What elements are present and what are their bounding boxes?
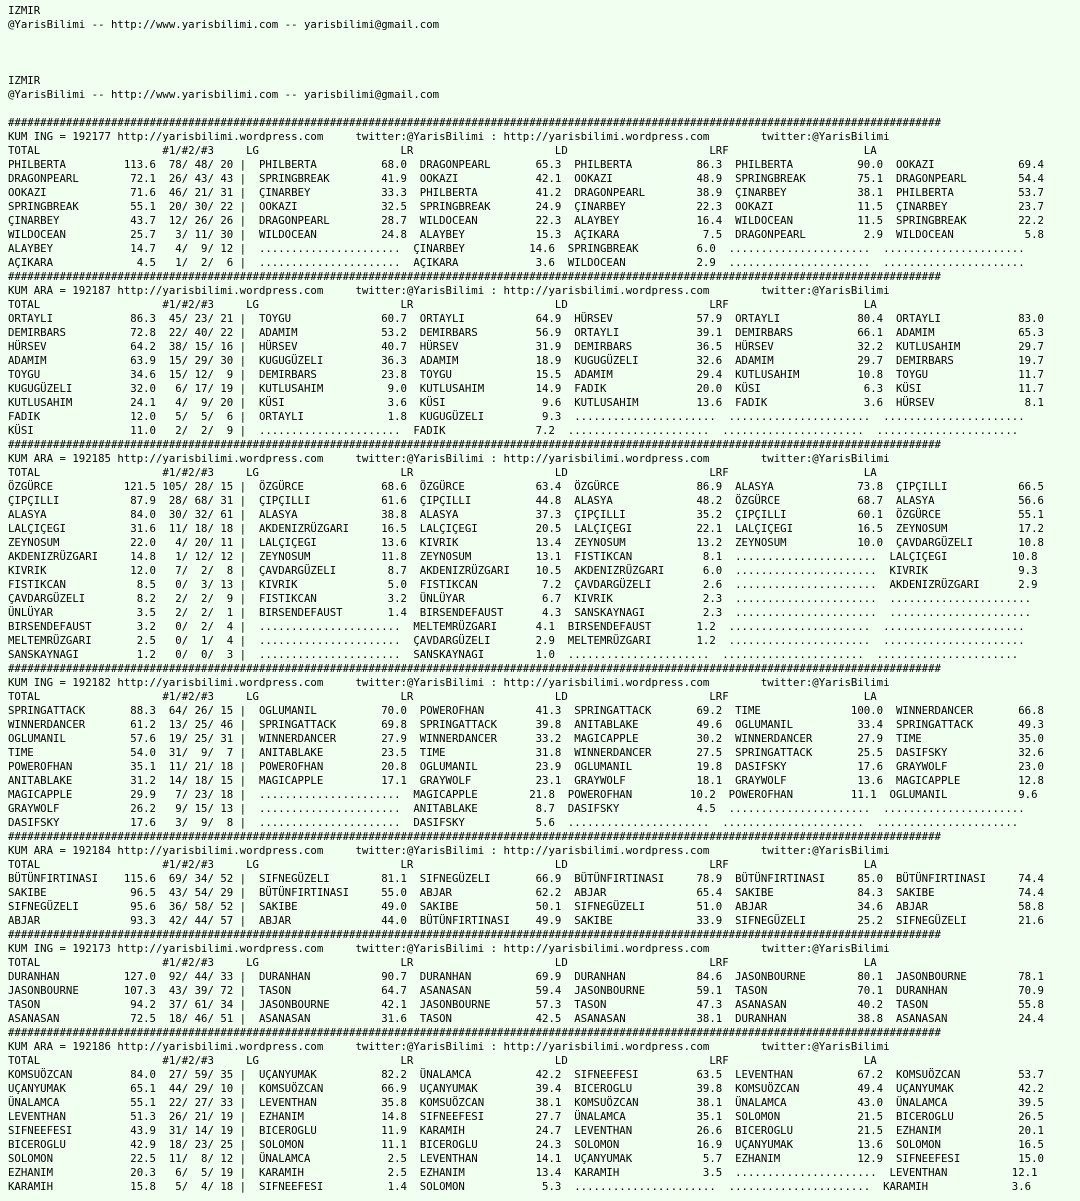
race-header: KUM ING = 192173 http://yarisbilimi.wordpress.com twitter:@YarisBilimi : http://yarisbilimi.wordpress.com twitter:@YarisBilimi (8, 942, 890, 955)
page-title: IZMIR (8, 4, 41, 17)
table-row: SOLOMON 22.5 11/ 8/ 12 | ÜNALAMCA 2.5 LEVENTHAN 14.1 UÇANYUMAK 5.7 EZHANIM 12.9 SIFNEEFESI 15.0 (8, 1152, 1044, 1165)
blank-line (8, 102, 1080, 116)
blank-line (8, 60, 1080, 74)
table-row: BÜTÜNFIRTINASI 115.6 69/ 34/ 52 | SIFNEGÜZELI 81.1 SIFNEGÜZELI 66.9 BÜTÜNFIRTINASI 78.9 BÜTÜNFIRTINASI 85.0 BÜTÜNFIRTINASI 74.4 (8, 872, 1044, 885)
section-separator: ################################################################################################################################################# (8, 116, 941, 129)
column-header: TOTAL #1/#2/#3 LG LR LD LRF LA (8, 144, 877, 157)
race-header: KUM ARA = 192185 http://yarisbilimi.wordpress.com twitter:@YarisBilimi : http://yarisbilimi.wordpress.com twitter:@YarisBilimi (8, 452, 890, 465)
table-row: ÇAVDARGÜZELI 8.2 2/ 2/ 9 | FISTIKCAN 3.2 ÜNLÜYAR 6.7 KIVRIK 2.3 ...................... ...................... (8, 592, 1032, 605)
table-row: EZHANIM 20.3 6/ 5/ 19 | KARAMIH 2.5 EZHANIM 13.4 KARAMIH 3.5 ...................... LEVENTHAN 12.1 (8, 1166, 1038, 1179)
table-row: SIFNEGÜZELI 95.6 36/ 58/ 52 | SAKIBE 49.0 SAKIBE 50.1 SIFNEGÜZELI 51.0 ABJAR 34.6 ABJAR 58.8 (8, 900, 1044, 913)
table-row: ADAMIM 63.9 15/ 29/ 30 | KUGUGÜZELI 36.3 ADAMIM 18.9 KUGUGÜZELI 32.6 ADAMIM 29.7 DEMIRBARS 19.7 (8, 354, 1044, 367)
table-row: LALÇIÇEGI 31.6 11/ 18/ 18 | AKDENIZRÜZGARI 16.5 LALÇIÇEGI 20.5 LALÇIÇEGI 22.1 LALÇIÇEGI 16.5 ZEYNOSUM 17.2 (8, 522, 1044, 535)
table-row: TIME 54.0 31/ 9/ 7 | ANITABLAKE 23.5 TIME 31.8 WINNERDANCER 27.5 SPRINGATTACK 25.5 DASIFSKY 32.6 (8, 746, 1044, 759)
table-row: PHILBERTA 113.6 78/ 48/ 20 | PHILBERTA 68.0 DRAGONPEARL 65.3 PHILBERTA 86.3 PHILBERTA 90.0 OOKAZI 69.4 (8, 158, 1044, 171)
section-separator: ################################################################################################################################################# (8, 1026, 941, 1039)
section-separator: ################################################################################################################################################# (8, 438, 941, 451)
table-row: KARAMIH 15.8 5/ 4/ 18 | SIFNEEFESI 1.4 SOLOMON 5.3 ...................... ...................... KARAMIH 3.6 (8, 1180, 1032, 1193)
blank-line (8, 32, 1080, 46)
table-row: ZEYNOSUM 22.0 4/ 20/ 11 | LALÇIÇEGI 13.6 KIVRIK 13.4 ZEYNOSUM 13.2 ZEYNOSUM 10.0 ÇAVDARGÜZELI 10.8 (8, 536, 1044, 549)
column-header: TOTAL #1/#2/#3 LG LR LD LRF LA (8, 1054, 877, 1067)
table-row: BICEROGLU 42.9 18/ 23/ 25 | SOLOMON 11.1 BICEROGLU 24.3 SOLOMON 16.9 UÇANYUMAK 13.6 SOLOMON 16.5 (8, 1138, 1044, 1151)
table-row: SPRINGBREAK 55.1 20/ 30/ 22 | OOKAZI 32.5 SPRINGBREAK 24.9 ÇINARBEY 22.3 OOKAZI 11.5 ÇINARBEY 23.7 (8, 200, 1044, 213)
race-header: KUM ING = 192177 http://yarisbilimi.wordpress.com twitter:@YarisBilimi : http://yarisbilimi.wordpress.com twitter:@YarisBilimi (8, 130, 890, 143)
table-row: AÇIKARA 4.5 1/ 2/ 6 | ...................... AÇIKARA 3.6 WILDOCEAN 2.9 ...................... ...................... (8, 256, 1025, 269)
section-separator: ################################################################################################################################################# (8, 662, 941, 675)
column-header: TOTAL #1/#2/#3 LG LR LD LRF LA (8, 466, 877, 479)
table-row: FADIK 12.0 5/ 5/ 6 | ORTAYLI 1.8 KUGUGÜZELI 9.3 ...................... ...................... ...................... (8, 410, 1025, 423)
table-row: KUTLUSAHIM 24.1 4/ 9/ 20 | KÜSI 3.6 KÜSI 9.6 KUTLUSAHIM 13.6 FADIK 3.6 HÜRSEV 8.1 (8, 396, 1044, 409)
table-row: SAKIBE 96.5 43/ 54/ 29 | BÜTÜNFIRTINASI 55.0 ABJAR 62.2 ABJAR 65.4 SAKIBE 84.3 SAKIBE 74.4 (8, 886, 1044, 899)
table-row: ALASYA 84.0 30/ 32/ 61 | ALASYA 38.8 ALASYA 37.3 ÇIPÇILLI 35.2 ÇIPÇILLI 60.1 ÖZGÜRCE 55.1 (8, 508, 1044, 521)
table-row: OGLUMANIL 57.6 19/ 25/ 31 | WINNERDANCER 27.9 WINNERDANCER 33.2 MAGICAPPLE 30.2 WINNERDANCER 27.9 TIME 35.0 (8, 732, 1044, 745)
table-row: LEVENTHAN 51.3 26/ 21/ 19 | EZHANIM 14.8 SIFNEEFESI 27.7 ÜNALAMCA 35.1 SOLOMON 21.5 BICEROGLU 26.5 (8, 1110, 1044, 1123)
table-row: KOMSUÖZCAN 84.0 27/ 59/ 35 | UÇANYUMAK 82.2 ÜNALAMCA 42.2 SIFNEEFESI 63.5 LEVENTHAN 67.2 KOMSUÖZCAN 53.7 (8, 1068, 1044, 1081)
table-row: POWEROFHAN 35.1 11/ 21/ 18 | POWEROFHAN 20.8 OGLUMANIL 23.9 OGLUMANIL 19.8 DASIFSKY 17.6 GRAYWOLF 23.0 (8, 760, 1044, 773)
table-row: SANSKAYNAGI 1.2 0/ 0/ 3 | ...................... SANSKAYNAGI 1.0 ...................... ...................... ...................... (8, 648, 1019, 661)
section-separator: ################################################################################################################################################# (8, 830, 941, 843)
race-header: KUM ARA = 192186 http://yarisbilimi.wordpress.com twitter:@YarisBilimi : http://yarisbilimi.wordpress.com twitter:@YarisBilimi (8, 1040, 890, 1053)
table-row: WINNERDANCER 61.2 13/ 25/ 46 | SPRINGATTACK 69.8 SPRINGATTACK 39.8 ANITABLAKE 49.6 OGLUMANIL 33.4 SPRINGATTACK 49.3 (8, 718, 1044, 731)
page-title: IZMIR (8, 74, 41, 87)
table-row: SPRINGATTACK 88.3 64/ 26/ 15 | OGLUMANIL 70.0 POWEROFHAN 41.3 SPRINGATTACK 69.2 TIME 100.0 WINNERDANCER 66.8 (8, 704, 1044, 717)
table-row: ALAYBEY 14.7 4/ 9/ 12 | ...................... ÇINARBEY 14.6 SPRINGBREAK 6.0 ...................... ...................... (8, 242, 1025, 255)
table-row: BIRSENDEFAUST 3.2 0/ 2/ 4 | ...................... MELTEMRÜZGARI 4.1 BIRSENDEFAUST 1.2 ...................... ...................... (8, 620, 1025, 633)
table-row: KIVRIK 12.0 7/ 2/ 8 | ÇAVDARGÜZELI 8.7 AKDENIZRÜZGARI 10.5 AKDENIZRÜZGARI 6.0 ...................... KIVRIK 9.3 (8, 564, 1038, 577)
table-row: ÇINARBEY 43.7 12/ 26/ 26 | DRAGONPEARL 28.7 WILDOCEAN 22.3 ALAYBEY 16.4 WILDOCEAN 11.5 SPRINGBREAK 22.2 (8, 214, 1044, 227)
table-row: OOKAZI 71.6 46/ 21/ 31 | ÇINARBEY 33.3 PHILBERTA 41.2 DRAGONPEARL 38.9 ÇINARBEY 38.1 PHILBERTA 53.7 (8, 186, 1044, 199)
table-row: AKDENIZRÜZGARI 14.8 1/ 12/ 12 | ZEYNOSUM 11.8 ZEYNOSUM 13.1 FISTIKCAN 8.1 ...................... LALÇIÇEGI 10.8 (8, 550, 1038, 563)
table-row: FISTIKCAN 8.5 0/ 3/ 13 | KIVRIK 5.0 FISTIKCAN 7.2 ÇAVDARGÜZELI 2.6 ...................... AKDENIZRÜZGARI 2.9 (8, 578, 1038, 591)
contact-line: @YarisBilimi -- http://www.yarisbilimi.com -- yarisbilimi@gmail.com (8, 18, 440, 31)
table-row: UÇANYUMAK 65.1 44/ 29/ 10 | KOMSUÖZCAN 66.9 UÇANYUMAK 39.4 BICEROGLU 39.8 KOMSUÖZCAN 49.4 UÇANYUMAK 42.2 (8, 1082, 1044, 1095)
section-separator: ################################################################################################################################################# (8, 928, 941, 941)
column-header: TOTAL #1/#2/#3 LG LR LD LRF LA (8, 956, 877, 969)
race-header: KUM ING = 192182 http://yarisbilimi.wordpress.com twitter:@YarisBilimi : http://yarisbilimi.wordpress.com twitter:@YarisBilimi (8, 676, 890, 689)
table-row: DEMIRBARS 72.8 22/ 40/ 22 | ADAMIM 53.2 DEMIRBARS 56.9 ORTAYLI 39.1 DEMIRBARS 66.1 ADAMIM 65.3 (8, 326, 1044, 339)
table-row: JASONBOURNE 107.3 43/ 39/ 72 | TASON 64.7 ASANASAN 59.4 JASONBOURNE 59.1 TASON 70.1 DURANHAN 70.9 (8, 984, 1044, 997)
table-row: GRAYWOLF 26.2 9/ 15/ 13 | ...................... ANITABLAKE 8.7 DASIFSKY 4.5 ...................... ...................... (8, 802, 1025, 815)
table-row: ANITABLAKE 31.2 14/ 18/ 15 | MAGICAPPLE 17.1 GRAYWOLF 23.1 GRAYWOLF 18.1 GRAYWOLF 13.6 MAGICAPPLE 12.8 (8, 774, 1044, 787)
section-separator: ################################################################################################################################################# (8, 270, 941, 283)
table-row: ÜNLÜYAR 3.5 2/ 2/ 1 | BIRSENDEFAUST 1.4 BIRSENDEFAUST 4.3 SANSKAYNAGI 2.3 ...................... ...................... (8, 606, 1032, 619)
race-header: KUM ARA = 192184 http://yarisbilimi.wordpress.com twitter:@YarisBilimi : http://yarisbilimi.wordpress.com twitter:@YarisBilimi (8, 844, 890, 857)
column-header: TOTAL #1/#2/#3 LG LR LD LRF LA (8, 690, 877, 703)
column-header: TOTAL #1/#2/#3 LG LR LD LRF LA (8, 298, 877, 311)
table-row: ÖZGÜRCE 121.5 105/ 28/ 15 | ÖZGÜRCE 68.6 ÖZGÜRCE 63.4 ÖZGÜRCE 86.9 ALASYA 73.8 ÇIPÇILLI 66.5 (8, 480, 1044, 493)
table-row: ASANASAN 72.5 18/ 46/ 51 | ASANASAN 31.6 TASON 42.5 ASANASAN 38.1 DURANHAN 38.8 ASANASAN 24.4 (8, 1012, 1044, 1025)
table-row: DURANHAN 127.0 92/ 44/ 33 | DURANHAN 90.7 DURANHAN 69.9 DURANHAN 84.6 JASONBOURNE 80.1 JASONBOURNE 78.1 (8, 970, 1044, 983)
contact-line: @YarisBilimi -- http://www.yarisbilimi.com -- yarisbilimi@gmail.com (8, 88, 440, 101)
table-row: TOYGU 34.6 15/ 12/ 9 | DEMIRBARS 23.8 TOYGU 15.5 ADAMIM 29.4 KUTLUSAHIM 10.8 TOYGU 11.7 (8, 368, 1044, 381)
column-header: TOTAL #1/#2/#3 LG LR LD LRF LA (8, 858, 877, 871)
table-row: TASON 94.2 37/ 61/ 34 | JASONBOURNE 42.1 JASONBOURNE 57.3 TASON 47.3 ASANASAN 40.2 TASON 55.8 (8, 998, 1044, 1011)
table-row: DASIFSKY 17.6 3/ 9/ 8 | ...................... DASIFSKY 5.6 ...................... ...................... ...................... (8, 816, 1019, 829)
table-row: WILDOCEAN 25.7 3/ 11/ 30 | WILDOCEAN 24.8 ALAYBEY 15.3 AÇIKARA 7.5 DRAGONPEARL 2.9 WILDOCEAN 5.8 (8, 228, 1044, 241)
table-row: HÜRSEV 64.2 38/ 15/ 16 | HÜRSEV 40.7 HÜRSEV 31.9 DEMIRBARS 36.5 HÜRSEV 32.2 KUTLUSAHIM 29.7 (8, 340, 1044, 353)
blank-line (8, 46, 1080, 60)
table-row: ABJAR 93.3 42/ 44/ 57 | ABJAR 44.0 BÜTÜNFIRTINASI 49.9 SAKIBE 33.9 SIFNEGÜZELI 25.2 SIFNEGÜZELI 21.6 (8, 914, 1044, 927)
table-row: SIFNEEFESI 43.9 31/ 14/ 19 | BICEROGLU 11.9 KARAMIH 24.7 LEVENTHAN 26.6 BICEROGLU 21.5 EZHANIM 20.1 (8, 1124, 1044, 1137)
table-row: MELTEMRÜZGARI 2.5 0/ 1/ 4 | ...................... ÇAVDARGÜZELI 2.9 MELTEMRÜZGARI 1.2 ...................... ...................... (8, 634, 1025, 647)
table-row: ORTAYLI 86.3 45/ 23/ 21 | TOYGU 60.7 ORTAYLI 64.9 HÜRSEV 57.9 ORTAYLI 80.4 ORTAYLI 83.0 (8, 312, 1044, 325)
table-row: DRAGONPEARL 72.1 26/ 43/ 43 | SPRINGBREAK 41.9 OOKAZI 42.1 OOKAZI 48.9 SPRINGBREAK 75.1 DRAGONPEARL 54.4 (8, 172, 1044, 185)
table-row: MAGICAPPLE 29.9 7/ 23/ 18 | ...................... MAGICAPPLE 21.8 POWEROFHAN 10.2 POWEROFHAN 11.1 OGLUMANIL 9.6 (8, 788, 1038, 801)
table-row: ÇIPÇILLI 87.9 28/ 68/ 31 | ÇIPÇILLI 61.6 ÇIPÇILLI 44.8 ALASYA 48.2 ÖZGÜRCE 68.7 ALASYA 56.6 (8, 494, 1044, 507)
table-row: KÜSI 11.0 2/ 2/ 9 | ...................... FADIK 7.2 ...................... ...................... ...................... (8, 424, 1019, 437)
table-row: KUGUGÜZELI 32.0 6/ 17/ 19 | KUTLUSAHIM 9.0 KUTLUSAHIM 14.9 FADIK 20.0 KÜSI 6.3 KÜSI 11.7 (8, 382, 1044, 395)
race-header: KUM ARA = 192187 http://yarisbilimi.wordpress.com twitter:@YarisBilimi : http://yarisbilimi.wordpress.com twitter:@YarisBilimi (8, 284, 890, 297)
table-row: ÜNALAMCA 55.1 22/ 27/ 33 | LEVENTHAN 35.8 KOMSUÖZCAN 38.1 KOMSUÖZCAN 38.1 ÜNALAMCA 43.0 ÜNALAMCA 39.5 (8, 1096, 1044, 1109)
